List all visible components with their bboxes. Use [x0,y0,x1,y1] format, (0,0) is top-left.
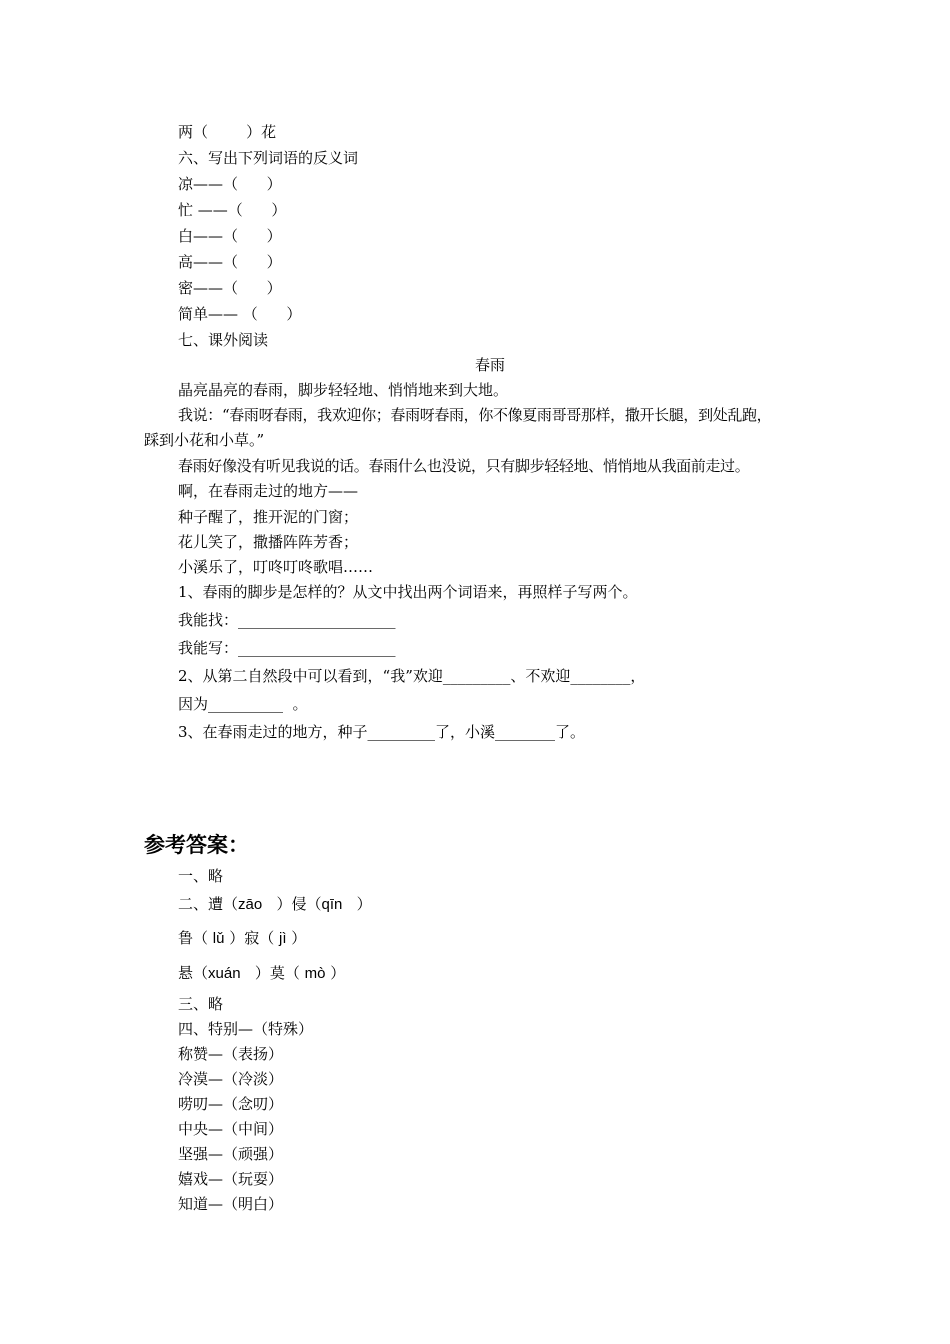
antonym-item: 密——（ ） [178,279,282,297]
section6-title: 六、写出下列词语的反义词 [178,149,359,167]
pinyin-middle: ）侵（ [262,895,322,913]
antonym-item: 简单—— （ ） [178,305,302,323]
answer-line: 三、略 [178,995,224,1013]
section7-title: 七、课外阅读 [178,331,269,349]
antonym-item: 高——（ ） [178,253,282,271]
pinyin-suffix: ） [325,964,346,982]
answer-blank-write: 我能写：_____________________ [178,639,396,657]
synonym-answer: 称赞—（表扬） [178,1045,284,1063]
question-3: 3、在春雨走过的地方，种子_________了，小溪________了。 [178,723,586,741]
passage-line: 小溪乐了，叮咚叮咚歌唱…… [178,558,374,576]
pinyin-text: mò [304,965,326,982]
pinyin-text: jì [279,930,287,947]
passage-line: 花儿笑了，撒播阵阵芳香； [178,533,359,551]
synonym-answer: 知道—（明白） [178,1195,284,1213]
pinyin-text: xuán [208,965,241,982]
synonym-answer: 中央—（中间） [178,1120,284,1138]
antonym-item: 忙 ——（ ） [178,201,287,219]
question-2-reason: 因为__________ 。 [178,695,308,713]
passage-line: 啊，在春雨走过的地方—— [178,482,359,500]
synonym-answer: 冷漠—（冷淡） [178,1070,284,1088]
pinyin-answer-row [178,928,306,949]
pinyin-prefix: 悬（ [178,964,209,982]
pinyin-text: zāo [238,896,263,913]
synonym-answer: 嬉戏—（玩耍） [178,1170,284,1188]
answers-heading: 参考答案： [144,833,249,857]
synonym-answer: 唠叨—（念叨） [178,1095,284,1113]
pinyin-answer-row [178,894,372,915]
passage-line: 春雨好像没有听见我说的话。春雨什么也没说，只有脚步轻轻地、悄悄地从我面前走过。 [178,457,750,475]
answer-blank-find: 我能找：_____________________ [178,611,396,629]
pinyin-middle: ）寂（ [224,929,280,947]
pinyin-prefix: 鲁（ [178,929,213,947]
passage-line: 踩到小花和小草。” [144,431,265,449]
synonym-answer: 坚强—（顽强） [178,1145,284,1163]
synonym-answer: 四、特别—（特殊） [178,1020,314,1038]
pinyin-prefix: 二、遭（ [178,895,239,913]
question-2: 2、从第二自然段中可以看到，“我”欢迎_________、不欢迎________， [178,667,646,685]
answer-line: 一、略 [178,867,224,885]
passage-line: 种子醒了，推开泥的门窗； [178,508,359,526]
pinyin-middle: ）莫（ [240,964,305,982]
passage-line: 晶亮晶亮的春雨，脚步轻轻地、悄悄地来到大地。 [178,381,509,399]
pinyin-text: qīn [321,896,343,913]
question-1: 1、春雨的脚步是怎样的？从文中找出两个词语来，再照样子写两个。 [178,583,638,601]
passage-line: 我说：“春雨呀春雨，我欢迎你；春雨呀春雨，你不像夏雨哥哥那样，撒开长腿，到处乱跑， [178,406,772,424]
pinyin-suffix: ） [342,895,372,913]
passage-title: 春雨 [475,356,506,374]
pinyin-answer-row [178,963,345,984]
antonym-item: 白——（ ） [178,227,282,245]
antonym-item: 凉——（ ） [178,175,282,193]
pinyin-text: lǔ [212,930,225,947]
section5-last-item: 两（ ）花 [178,123,277,141]
pinyin-suffix: ） [286,929,307,947]
